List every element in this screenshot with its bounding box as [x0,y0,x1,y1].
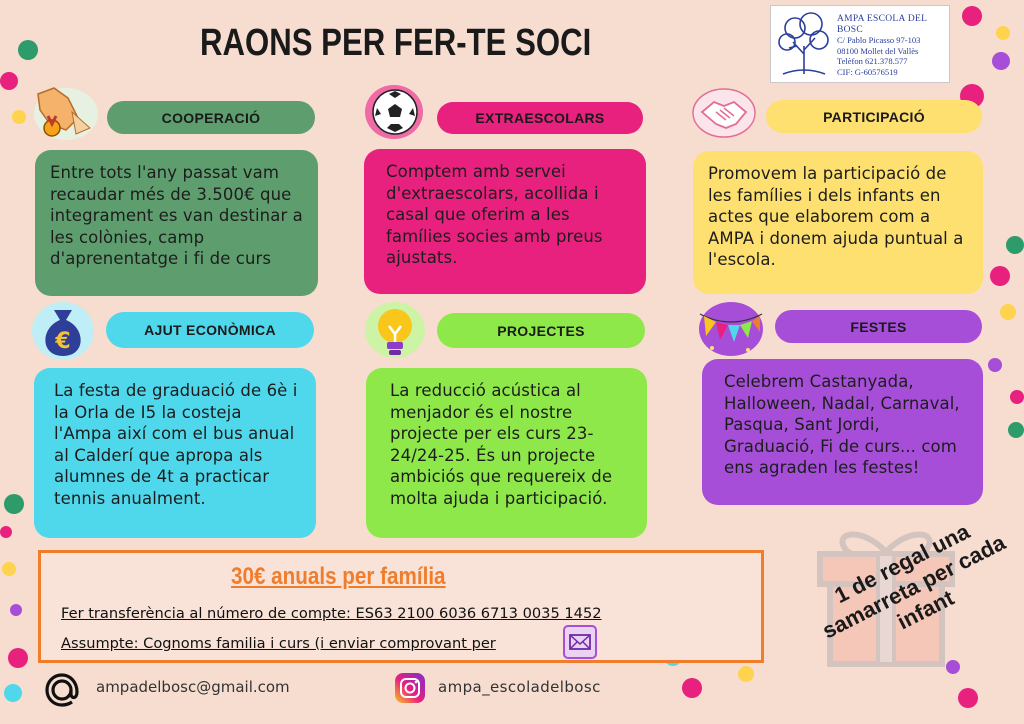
confetti-dot [18,40,38,60]
section-card-participacio: Promovem la participació de les famílies i dels infants en actes que elaborem com a AMPA i donem ajuda puntual a l'escola. [693,151,983,294]
at-sign-icon [44,672,80,708]
confetti-dot [10,604,22,616]
section-card-ajut-economica: La festa de graduació de 6è i la Orla de I5 la costeja l'Ampa així com el bus anual al Calderí que apropa als alumnes de 4t a practicar tennis anualment. [34,368,316,538]
section-card-projectes: La reducció acústica al menjador és el nostre projecte per els curs 23-24/24-25. És un projecte ambiciós que requereix de molta ajuda i participació. [366,368,647,538]
confetti-dot [2,562,16,576]
confetti-dot [992,52,1010,70]
confetti-dot [996,26,1010,40]
confetti-dot [1000,304,1016,320]
confetti-dot [682,678,702,698]
confetti-dot [962,6,982,26]
gift-text: 1 de regal una samarreta per cada infant [818,518,1010,644]
confetti-dot [990,266,1010,286]
ampa-logo [770,5,950,83]
section-card-cooperacio: Entre tots l'any passat vam recaudar més de 3.500€ que integrament es van destinar a les colònies, camp d'aprenentatge i fi de curs [35,150,318,296]
section-card-festes: Celebrem Castanyada, Halloween, Nadal, Carnaval, Pasqua, Sant Jordi, Graduació, Fi de curs... com ens agraden les festes! [702,359,983,505]
logo-name: AMPA ESCOLA DEL BOSC [837,14,927,35]
section-heading-ajut-economica: AJUT ECONÒMICA [106,312,314,348]
handshake-icon [692,88,756,138]
section-heading-projectes: PROJECTES [437,313,645,348]
page-title: RAONS PER FER-TE SOCI [200,22,592,64]
transfer-subject-text: Assumpte: Cognoms familia i curs (i enviar comprovant per [61,635,496,652]
section-card-extraescolars: Comptem amb servei d'extraescolars, acollida i casal que oferim a les famílies socies amb preus ajustats. [364,149,646,294]
confetti-dot [12,110,26,124]
medal-hand-icon [32,84,98,140]
section-heading-festes: FESTES [775,310,982,343]
confetti-dot [4,494,24,514]
section-heading-extraescolars: EXTRAESCOLARS [437,102,643,134]
section-heading-cooperacio: COOPERACIÓ [107,101,315,134]
confetti-dot [0,72,18,90]
logo-phone: Telèfon 621.378.577 [837,56,908,67]
logo-cif: CIF: G-60576519 [837,66,898,77]
annual-price: 30€ anuals per família [231,563,446,590]
instagram-icon [394,672,426,704]
logo-text [837,14,949,78]
mail-envelope-icon[interactable] [563,625,597,659]
bank-transfer-text: Fer transferència al número de compte: ES63 2100 6036 6713 0035 1452 [61,605,602,622]
confetti-dot [988,358,1002,372]
confetti-dot [1008,422,1024,438]
logo-city: 08100 Mollet del Vallès [837,45,919,56]
money-bag-icon [32,302,94,360]
contact-email[interactable]: ampadelbosc@gmail.com [96,678,290,696]
confetti-dot [8,648,28,668]
soccer-ball-icon [365,84,423,140]
confetti-dot [1006,236,1024,254]
confetti-dot [0,526,12,538]
tree-logo-icon [775,10,833,78]
contact-instagram[interactable]: ampa_escoladelbosc [438,678,601,696]
logo-address: C/ Pablo Picasso 97-103 [837,35,921,46]
confetti-dot [4,684,22,702]
svg-text:€: € [55,329,71,354]
confetti-dot [738,666,754,682]
section-heading-participacio: PARTICIPACIÓ [766,100,982,133]
party-flags-icon [698,300,764,358]
lightbulb-icon [364,300,426,362]
confetti-dot [958,688,978,708]
membership-price-box [38,550,764,663]
confetti-dot [1010,390,1024,404]
